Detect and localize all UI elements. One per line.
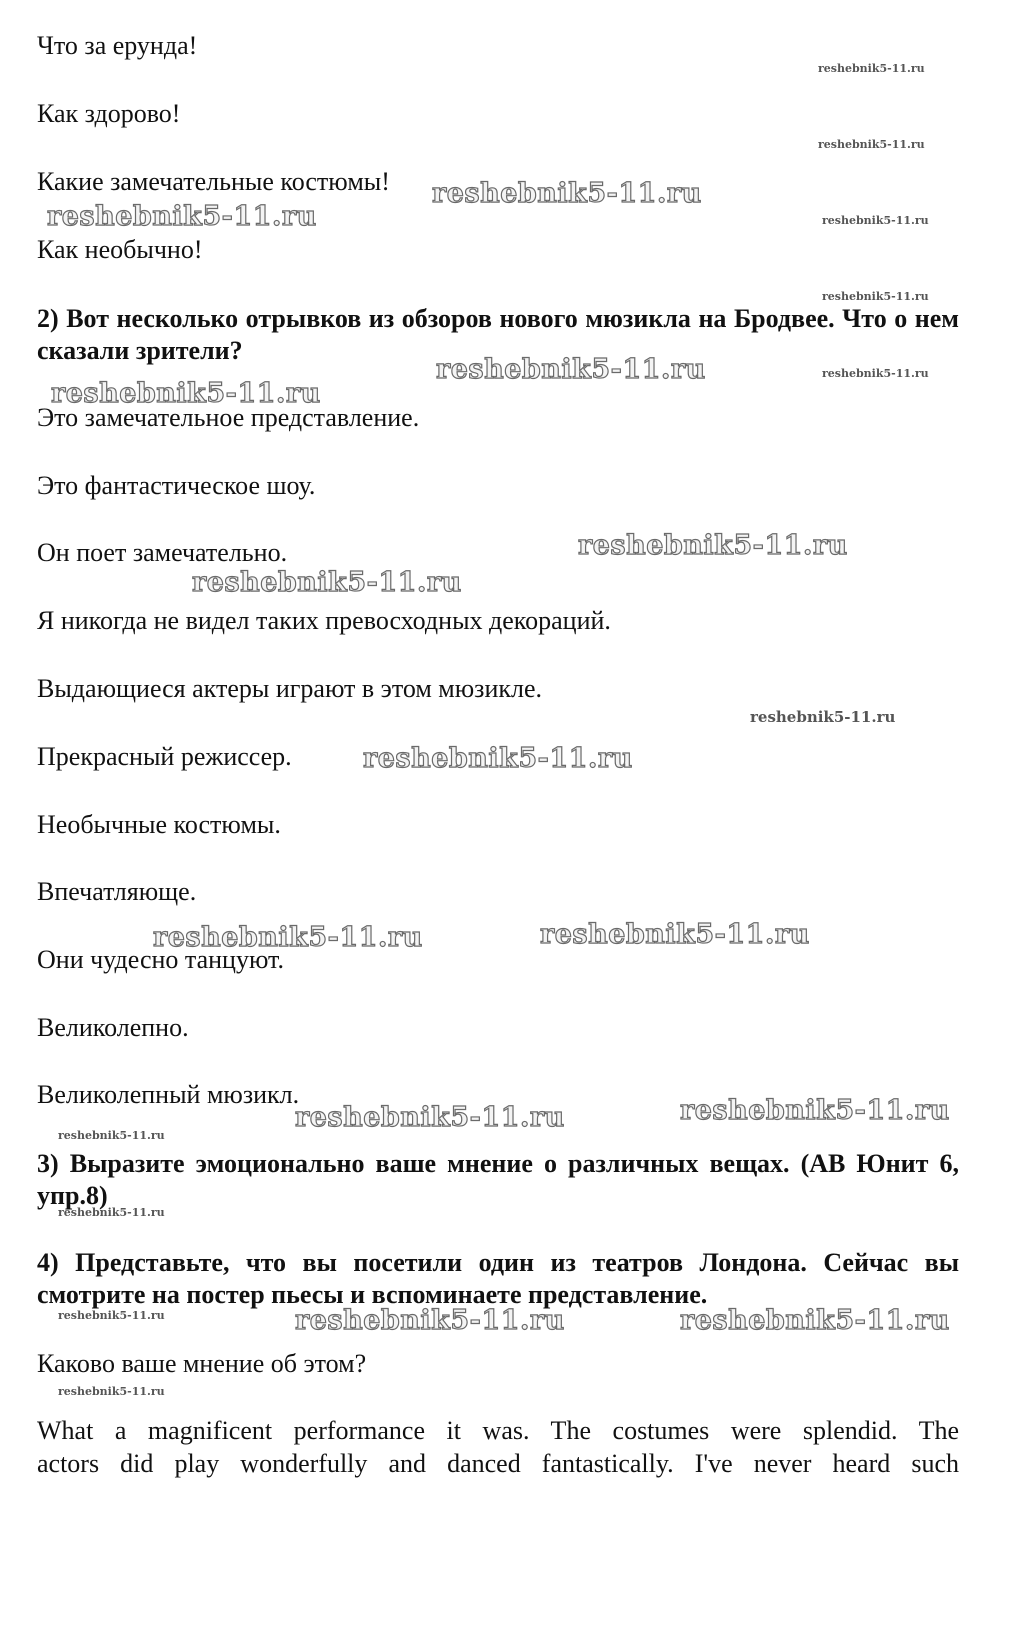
- section-4-heading: 4) Представьте, что вы посетили один из театров Лондона. Сейчас вы смотрите на постер пьесы и вспоминаете представление.: [37, 1248, 959, 1309]
- text-line: Необычные костюмы.: [37, 810, 281, 839]
- watermark: reshebnik5-11.ru: [295, 1305, 565, 1336]
- text-line: Прекрасный режиссер.: [37, 742, 292, 771]
- watermark: reshebnik5-11.ru: [750, 708, 896, 726]
- watermark: reshebnik5-11.ru: [822, 367, 929, 380]
- watermark: reshebnik5-11.ru: [436, 354, 706, 385]
- text-line: Выдающиеся актеры играют в этом мюзикле.: [37, 674, 543, 703]
- text-line: Что за ерунда!: [37, 31, 198, 60]
- watermark: reshebnik5-11.ru: [58, 1206, 165, 1219]
- watermark: reshebnik5-11.ru: [295, 1102, 565, 1133]
- text-line: Это замечательное представление.: [37, 403, 420, 432]
- text-line: Как здорово!: [37, 99, 181, 128]
- watermark: reshebnik5-11.ru: [51, 378, 321, 409]
- watermark: reshebnik5-11.ru: [578, 530, 848, 561]
- text-line: Они чудесно танцуют.: [37, 945, 284, 974]
- question-line: Каково ваше мнение об этом?: [37, 1349, 367, 1378]
- watermark: reshebnik5-11.ru: [58, 1385, 165, 1398]
- answer-line-2: actors did play wonderfully and danced fantastically. I've never heard such: [37, 1449, 959, 1478]
- text-line: Как необычно!: [37, 235, 203, 264]
- watermark: reshebnik5-11.ru: [58, 1129, 165, 1142]
- watermark: reshebnik5-11.ru: [192, 567, 462, 598]
- watermark: reshebnik5-11.ru: [47, 201, 317, 232]
- watermark: reshebnik5-11.ru: [363, 743, 633, 774]
- text-line: Великолепно.: [37, 1013, 189, 1042]
- watermark: reshebnik5-11.ru: [822, 290, 929, 303]
- watermark: reshebnik5-11.ru: [818, 62, 925, 75]
- text-line: Это фантастическое шоу.: [37, 471, 316, 500]
- section-3-heading: 3) Выразите эмоционально ваше мнение о различных вещах. (AB Юнит 6, упр.8): [37, 1149, 959, 1210]
- watermark: reshebnik5-11.ru: [540, 919, 810, 950]
- watermark: reshebnik5-11.ru: [680, 1095, 950, 1126]
- text-line: Он поет замечательно.: [37, 538, 288, 567]
- watermark: reshebnik5-11.ru: [153, 922, 423, 953]
- answer-line-1: What a magnificent performance it was. The costumes were splendid. The: [37, 1416, 959, 1445]
- text-line: Великолепный мюзикл.: [37, 1080, 300, 1109]
- watermark: reshebnik5-11.ru: [818, 138, 925, 151]
- text-line: Впечатляюще.: [37, 877, 197, 906]
- watermark: reshebnik5-11.ru: [432, 178, 702, 209]
- watermark: reshebnik5-11.ru: [822, 214, 929, 227]
- text-line: Я никогда не видел таких превосходных декораций.: [37, 606, 611, 635]
- section-2-heading: 2) Вот несколько отрывков из обзоров нового мюзикла на Бродвее. Что о нем сказали зрители?: [37, 304, 959, 365]
- watermark: reshebnik5-11.ru: [680, 1305, 950, 1336]
- watermark: reshebnik5-11.ru: [58, 1309, 165, 1322]
- text-line: Какие замечательные костюмы!: [37, 167, 390, 196]
